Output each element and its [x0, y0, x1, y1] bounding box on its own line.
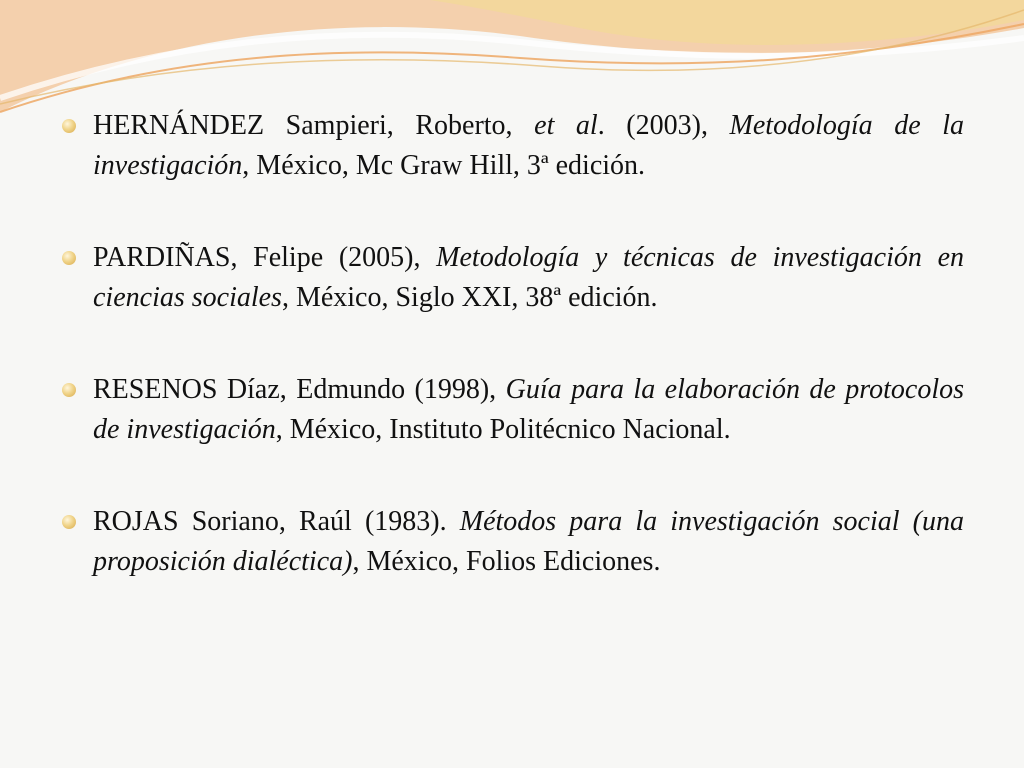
reference-list — [62, 106, 964, 582]
reference-item-pardinas — [62, 238, 964, 318]
reference-title: Metodología de la investigación — [93, 110, 964, 181]
bullet-icon — [62, 119, 76, 133]
reference-year: . (2003), — [597, 110, 730, 141]
bullet-icon — [62, 515, 76, 529]
reference-title: Métodos para la investigación social (una proposición dialéctica) — [93, 506, 964, 577]
reference-publisher: , México, Mc Graw Hill, 3ª edición. — [242, 150, 646, 181]
reference-author: PARDIÑAS, Felipe (2005), — [93, 242, 437, 273]
bullet-icon — [62, 383, 76, 397]
reference-title: Guía para la elaboración de protocolos de investigación — [93, 374, 965, 445]
reference-author: HERNÁNDEZ Sampieri, Roberto, — [93, 110, 535, 141]
reference-author: RESENOS Díaz, Edmundo (1998), — [93, 374, 506, 405]
reference-item-hernandez — [62, 106, 964, 186]
reference-item-rojas — [62, 502, 964, 582]
reference-author: ROJAS Soriano, Raúl (1983). — [93, 506, 460, 537]
reference-publisher: , México, Folios Ediciones. — [352, 546, 661, 577]
reference-title: Metodología y técnicas de investigación en ciencias sociales — [93, 242, 964, 313]
reference-publisher: , México, Instituto Politécnico Nacional. — [275, 414, 731, 445]
reference-item-resenos — [62, 370, 964, 450]
reference-etal: et al — [534, 110, 598, 141]
reference-publisher: , México, Siglo XXI, 38ª edición. — [281, 282, 658, 313]
bullet-icon — [62, 251, 76, 265]
